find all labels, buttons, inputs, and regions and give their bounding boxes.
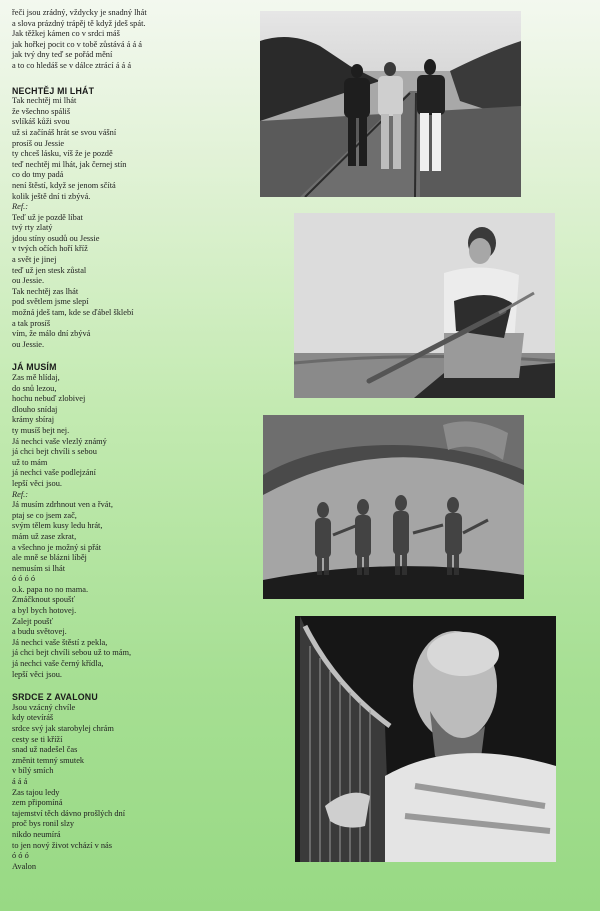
verse: Já nechci vaše štěstí z pekla, já chci bejt chvíli sebou už to mám, já nechci vaše černý křídla, lepší věci jsou.	[12, 637, 132, 679]
verse: Já musím zdrhnout ven a řvát, ptaj se co jsem zač, svým tělem kusy ledu hrát, mám už zase zkrat, a všechno je možný si přát ale mně se blázni líběj nemusím si lhát ó ó ó ó o.k. papa no no mama.	[12, 500, 113, 594]
verse: Teď už je pozdě líbat tvý rty zlatý jdou stíny osudů ou Jessie v tvých očích hoří kříž a svět je jinej teď už jen stesk zůstal ou Jessie.	[12, 212, 100, 286]
song-title: SRDCE Z AVALONU	[12, 692, 98, 703]
refrain-label: Ref.:	[12, 202, 29, 212]
photo-harp-player	[295, 616, 556, 862]
verse: Já nechci vaše vlezlý známý já chci bejt chvíli s sebou už to mám já nechci vaše podlejzání lepší věci jsou.	[12, 436, 107, 488]
intro-verse-2: Jak těžkej kámen co v srdci máš jak hořkej pocit co v tobě zůstává á á á jak tvý dny teď se pořád mění a to co hledáš se v dálce ztrácí á á á	[12, 29, 142, 70]
verse: Jsou vzácný chvíle kdy otevíráš srdce svý jak starobylej chrám cesty se ti kříží snad už nadešel čas změnit temný smutek v bílý smích á á á	[12, 702, 114, 786]
verse: Zas tajou ledy zem připomíná tajemství těch dávno prošlých dní proč bys ronil slzy nikdo neumírá to jen nový život vchází v nás ó ó ó	[12, 787, 126, 861]
flute-player-image	[294, 213, 555, 398]
intro-verse: řeči jsou zrádný, vždycky je snadný lhát a slova prázdný trápěj tě když jdeš spát.	[12, 8, 147, 28]
verse: Zmáčknout spoušť a byl bych hotovej. Zalejt poušť a budu světovej.	[12, 595, 77, 637]
closing-word: Avalon	[12, 861, 37, 871]
harp-player-image	[295, 616, 556, 862]
song-srdce-z-avalonu	[12, 692, 262, 872]
refrain-label: Ref.:	[12, 489, 29, 499]
song-title: NECHTĚJ MI LHÁT	[12, 85, 95, 96]
song-title: JÁ MUSÍM	[12, 362, 57, 373]
verse: Tak nechtěj mi lhát že všechno spáliš svlíkáš kůži svou už si začínáš hrát se svou vášní prosíš ou Jessie ty chceš lásku, víš že je pozdě teď nechtěj mi lhát, jak černej stín co do tmy padá není štěstí, když se jenom sčítá kolik ještě dní ti zbývá.	[12, 96, 127, 201]
band-photo-image	[260, 11, 521, 197]
song-ja-musim	[12, 362, 262, 680]
lyrics-column	[12, 8, 262, 872]
verse: Zas mě hlídaj, do snů lezou, hochu nebuď zlobivej dlouho snídaj krámy sbíraj ty musíš bejt nej.	[12, 373, 86, 435]
photo-shadows-on-rock	[263, 415, 524, 599]
shadows-image	[263, 415, 524, 599]
band-photo-pier	[260, 11, 521, 197]
photo-flute-player	[294, 213, 555, 398]
song-nechtej-mi-lhat	[12, 86, 262, 351]
verse: Tak nechtěj zas lhát pod světlem jsme slepí možná jdeš tam, kde se ďábel šklebí a tak prosíš vím, že málo dní zbývá ou Jessie.	[12, 286, 134, 349]
